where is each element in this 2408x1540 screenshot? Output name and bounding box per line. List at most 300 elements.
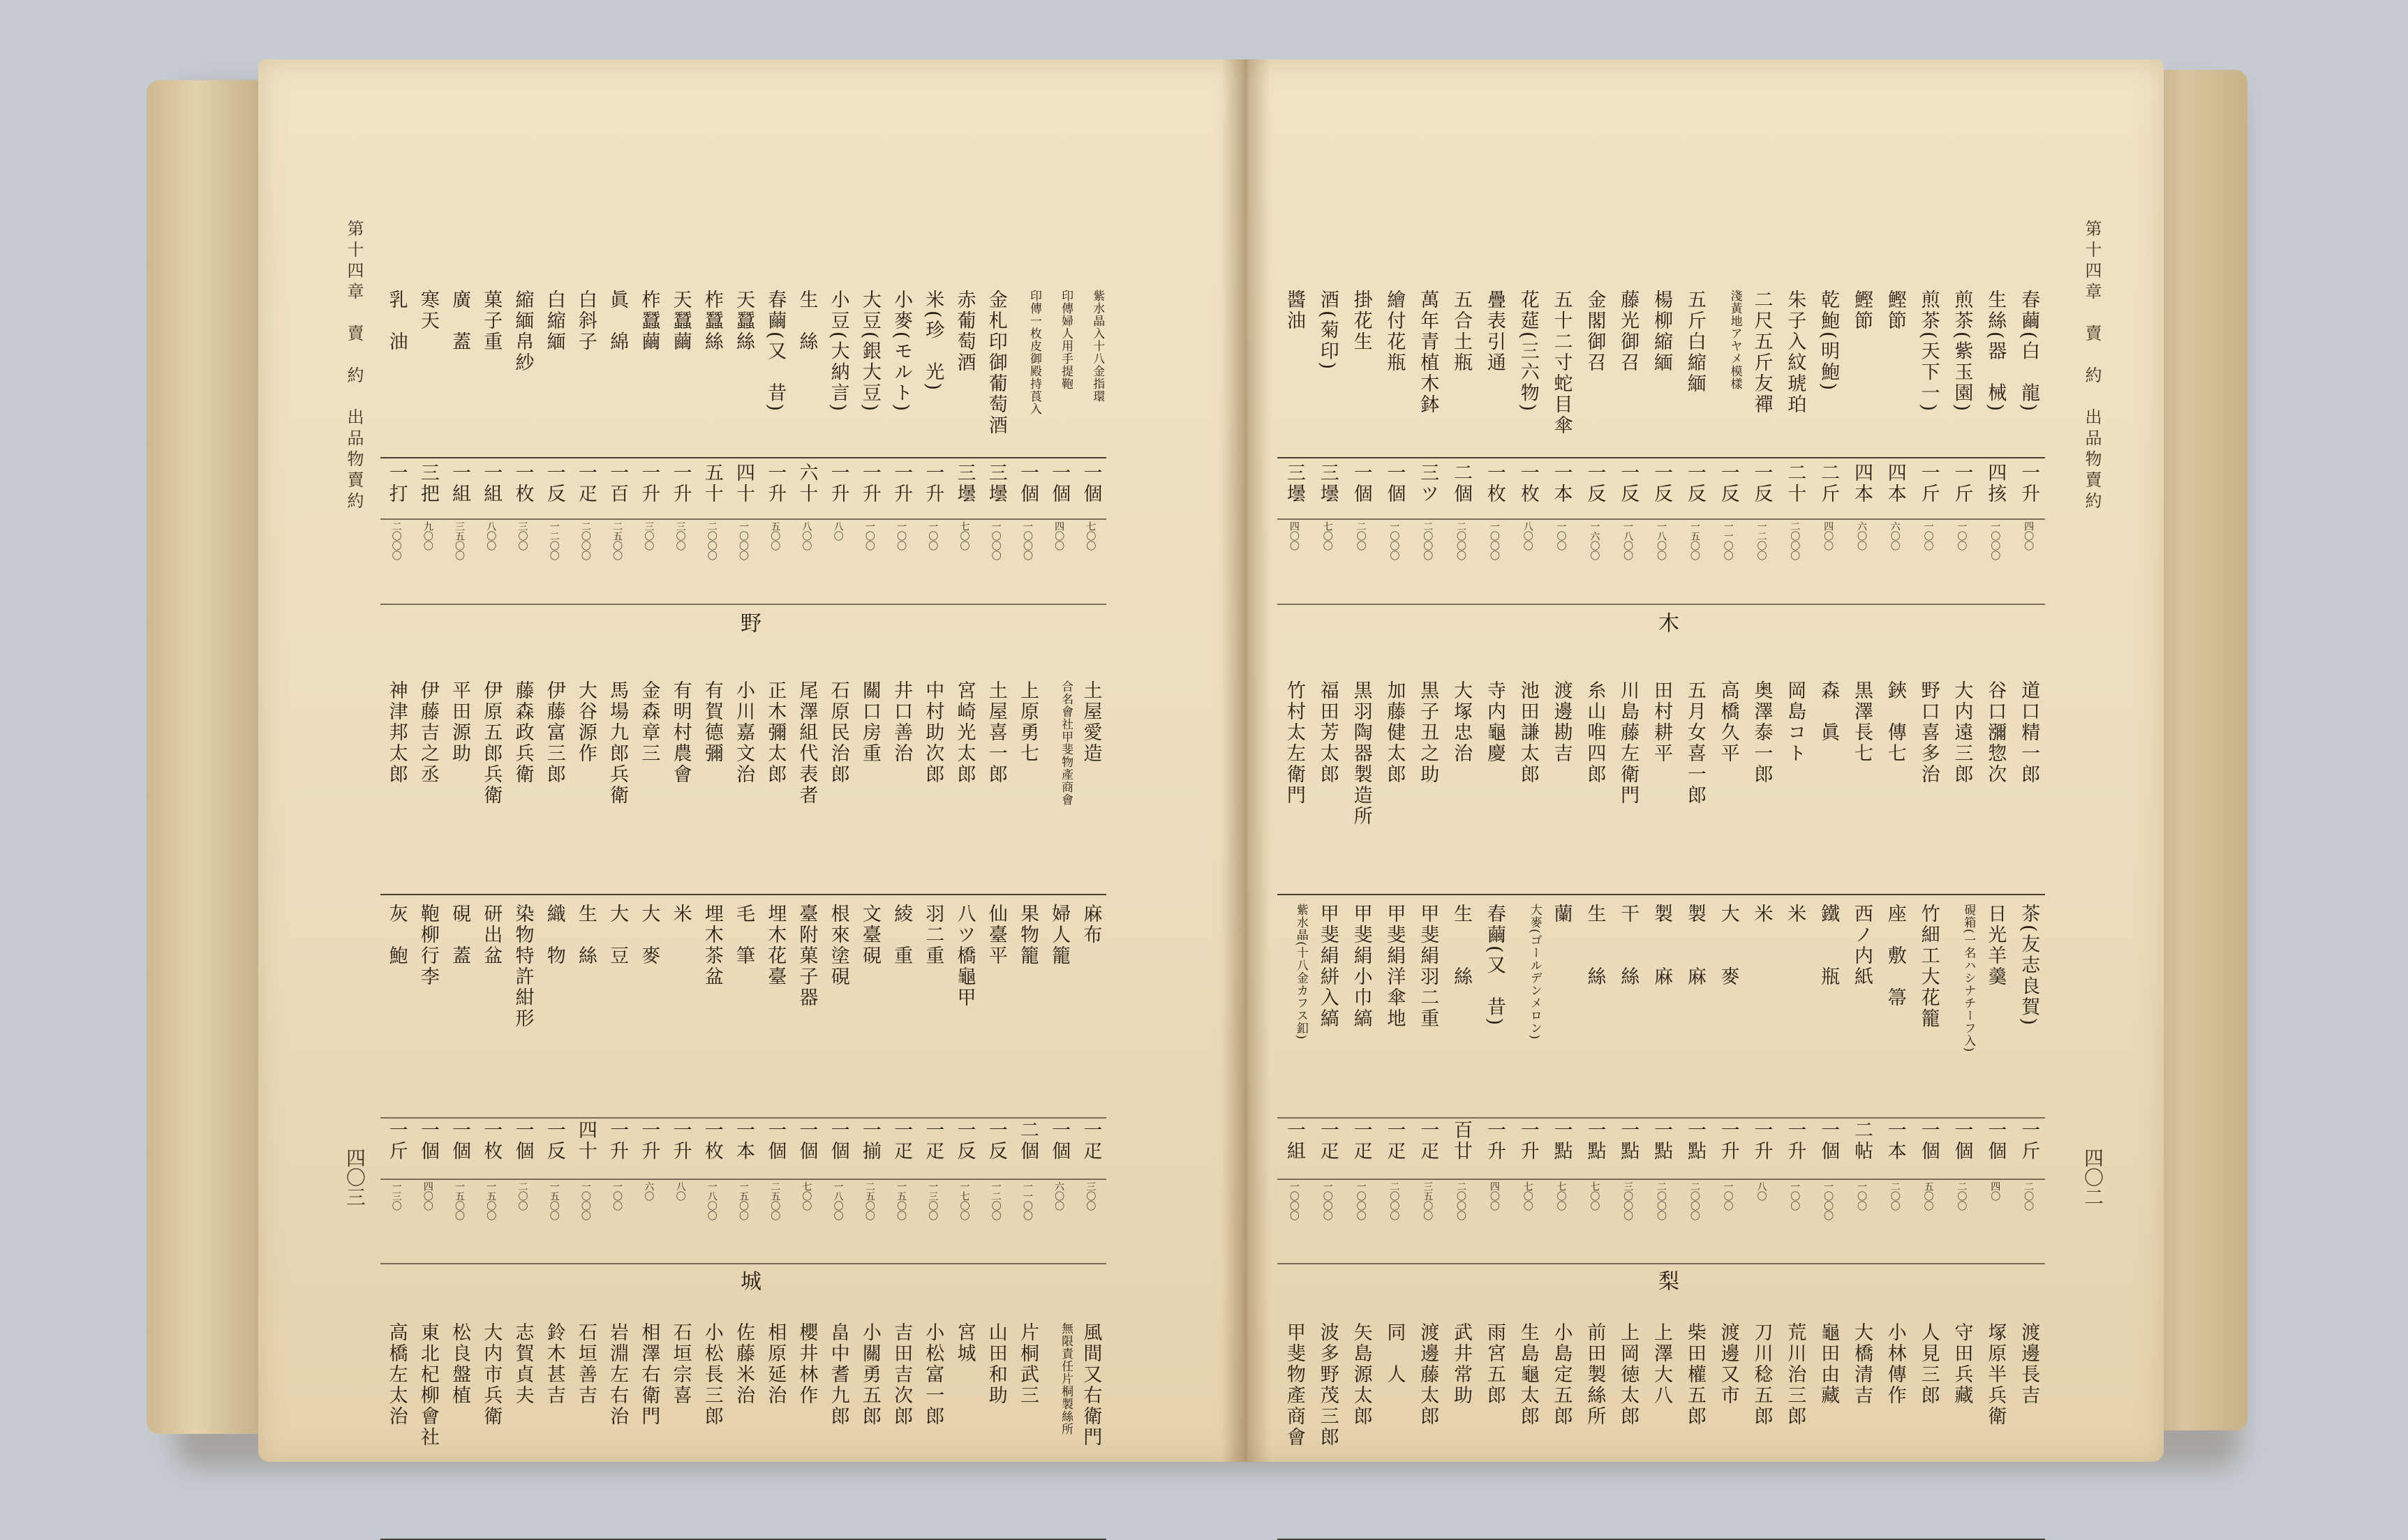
price-cell: 二〇〇	[1889, 1181, 1901, 1211]
buyer-cell: 上岡徳太郎	[1617, 1322, 1640, 1427]
price-cell: 一八〇〇	[1656, 521, 1667, 560]
buyer-cell: 鈴木甚吉	[543, 1322, 565, 1406]
qty-cell: 一個	[1080, 463, 1102, 504]
item-cell: 甲斐絹小巾縞	[1350, 904, 1372, 1029]
price-cell: 八〇〇	[801, 521, 812, 551]
table-rule	[1277, 518, 2045, 520]
buyer-cell: 渡邊長吉	[2018, 1322, 2040, 1406]
item-cell: 甲斐絹洋傘地	[1383, 904, 1406, 1029]
qty-cell: 一個	[1016, 463, 1039, 504]
price-cell: 二〇〇〇	[1422, 521, 1434, 560]
price-cell: 八〇〇	[1522, 521, 1533, 551]
price-cell: 四〇〇	[2023, 521, 2035, 551]
buyer-cell: 藤森政兵衛	[512, 680, 534, 785]
item-cell: 柞蠶絲	[701, 290, 723, 352]
buyer-cell: 大橋清吉	[1850, 1322, 1873, 1406]
buyer-cell: 奥澤泰一郎	[1751, 680, 1773, 785]
item-cell: 眞 綿	[607, 290, 629, 352]
qty-cell: 一升	[1784, 1120, 1806, 1162]
price-cell: 六〇〇	[1889, 521, 1901, 551]
qty-cell: 一升	[638, 463, 660, 504]
table-rule	[1277, 1117, 2045, 1119]
buyer-cell: 風間又右衛門	[1080, 1322, 1102, 1448]
price-cell: 三〇〇	[1085, 1181, 1097, 1211]
buyer-cell: 馬場九郎兵衛	[607, 680, 629, 806]
price-cell: 一〇〇〇	[738, 521, 749, 560]
item-cell: 西ノ内紙	[1850, 904, 1873, 987]
price-cell: 一〇〇	[1956, 521, 1968, 551]
buyer-cell: 大内市兵衛	[480, 1322, 503, 1427]
qty-cell: 一個	[1951, 1120, 1973, 1162]
qty-cell: 一個	[512, 1120, 534, 1162]
buyer-cell: 宮城	[953, 1322, 976, 1364]
section-heading: 梨	[1654, 1270, 1679, 1291]
buyer-cell: 金森章三	[638, 680, 660, 764]
item-cell: 煎茶(紫玉園)	[1951, 290, 1973, 414]
qty-cell: 一本	[1550, 463, 1573, 504]
qty-cell: 一疋	[1080, 1120, 1102, 1162]
buyer-cell: 人見三郎	[1917, 1322, 1940, 1406]
price-cell: 三〇〇	[516, 521, 528, 551]
qty-cell: 一疋	[1316, 1120, 1339, 1162]
qty-cell: 四十	[733, 463, 755, 504]
item-cell: 柞蠶繭	[638, 290, 660, 352]
item-cell: 鰹節	[1884, 290, 1906, 331]
qty-cell: 二十	[1784, 463, 1806, 504]
item-cell: 生 絲	[796, 290, 818, 352]
qty-cell: 一斤	[1917, 463, 1940, 504]
qty-cell: 二帖	[1850, 1120, 1873, 1162]
buyer-cell: 谷口瀰惣次	[1984, 680, 2007, 785]
item-cell: 白縮緬	[543, 290, 565, 352]
price-cell: 七〇〇	[1589, 1181, 1600, 1211]
item-cell: 生 絲	[1584, 904, 1606, 987]
qty-cell: 一個	[1350, 463, 1372, 504]
price-cell: 一八〇〇	[1622, 521, 1634, 560]
item-cell: 蘭	[1550, 904, 1573, 925]
price-cell: 一五〇〇	[548, 1181, 560, 1220]
item-cell: 小豆(大納言)	[827, 290, 849, 414]
price-cell: 二〇〇	[1355, 521, 1367, 551]
price-cell: 一〇〇〇	[1288, 1181, 1300, 1220]
buyer-cell: 高橋左太治	[385, 1322, 408, 1427]
price-cell: 一五〇〇	[454, 1181, 466, 1220]
item-cell: 研出盆	[480, 904, 503, 966]
buyer-cell: 大内遠三郎	[1951, 680, 1973, 785]
price-cell: 二〇〇	[516, 1181, 528, 1211]
qty-cell: 百廿	[1450, 1120, 1473, 1162]
item-cell: 印傳一枚皮御殿持莨入	[1027, 290, 1041, 415]
item-cell: 掛花生	[1350, 290, 1372, 352]
buyer-cell: 龜田由藏	[1818, 1322, 1840, 1406]
item-cell: 大豆(銀大豆)	[859, 290, 881, 414]
item-cell: 寒天	[417, 290, 439, 331]
price-cell: 一八〇〇	[706, 1181, 718, 1220]
item-cell: 日光羊羹	[1984, 904, 2007, 987]
qty-cell: 四本	[1850, 463, 1873, 504]
qty-cell: 一升	[827, 463, 849, 504]
item-cell: 二尺五斤友禪	[1751, 290, 1773, 415]
buyer-cell: 同 人	[1383, 1322, 1406, 1385]
qty-cell: 一組	[449, 463, 471, 504]
buyer-cell: 守田兵藏	[1951, 1322, 1973, 1406]
qty-cell: 三把	[417, 463, 439, 504]
buyer-cell: 黒子丑之助	[1417, 680, 1439, 785]
qty-cell: 一個	[449, 1120, 471, 1162]
qty-cell: 一個	[1818, 1120, 1840, 1162]
qty-cell: 一斤	[2018, 1120, 2040, 1162]
qty-cell: 一個	[1048, 1120, 1071, 1162]
buyer-cell: 上澤大八	[1651, 1322, 1672, 1406]
price-cell: 二〇〇〇	[1656, 1181, 1667, 1220]
item-cell: 米	[1751, 904, 1773, 925]
qty-cell: 一反	[1651, 463, 1672, 504]
price-cell: 一五〇〇	[895, 1181, 907, 1220]
item-cell: 鞄柳行李	[417, 904, 439, 987]
item-cell: 五合土瓶	[1450, 290, 1473, 373]
qty-cell: 一個	[417, 1120, 439, 1162]
price-cell: 一〇〇〇	[1989, 521, 2001, 560]
buyer-cell: 生島龜太郎	[1517, 1322, 1539, 1427]
buyer-cell: 神津邦太郎	[385, 680, 408, 785]
buyer-cell: 土屋喜一郎	[985, 680, 1007, 785]
item-cell: 小麥(モルト)	[891, 290, 913, 414]
price-cell: 一三〇〇	[927, 1181, 939, 1220]
qty-cell: 一打	[385, 463, 408, 504]
price-cell: 一七〇〇	[958, 1181, 970, 1220]
buyer-cell: 佐藤米治	[733, 1322, 755, 1406]
item-cell: 花莚(三六物)	[1517, 290, 1539, 414]
buyer-cell: 石垣善吉	[574, 1322, 597, 1406]
qty-cell: 一枚	[701, 1120, 723, 1162]
item-cell: 硯箱(一名ハシナチーフ入)	[1961, 904, 1976, 1053]
price-cell: 二〇〇〇	[1455, 521, 1467, 560]
qty-cell: 一反	[1751, 463, 1773, 504]
section-heading: 野	[736, 612, 761, 633]
right-page-table	[1277, 290, 2045, 1448]
item-cell: 大麥(ゴールデンメロン)	[1527, 904, 1542, 1040]
item-cell: 金閣御召	[1584, 290, 1606, 373]
price-cell: 二〇〇	[2023, 1181, 2035, 1211]
qty-cell: 一組	[1283, 1120, 1305, 1162]
item-cell: 醬油	[1283, 290, 1305, 331]
item-cell: 煎茶(天下一)	[1917, 290, 1940, 414]
qty-cell: 六十	[796, 463, 818, 504]
price-cell: 四〇〇	[1822, 521, 1834, 551]
item-cell: 婦人籠	[1048, 904, 1071, 966]
qty-cell: 一反	[953, 1120, 976, 1162]
item-cell: 藤光御召	[1617, 290, 1640, 373]
item-cell: 乳 油	[385, 290, 408, 352]
price-cell: 一〇〇	[1789, 1181, 1801, 1211]
section-heading: 城	[736, 1270, 761, 1291]
qty-cell: 一升	[2018, 463, 2040, 504]
buyer-cell: 黒羽陶器製造所	[1350, 680, 1372, 827]
qty-cell: 一反	[1717, 463, 1739, 504]
item-cell: 朱子入紋琥珀	[1784, 290, 1806, 415]
price-cell: 二〇〇〇	[1455, 1181, 1467, 1220]
item-cell: 織 物	[543, 904, 565, 966]
open-book	[147, 38, 2247, 1465]
price-cell: 二五〇〇	[769, 1181, 781, 1220]
table-rule	[1277, 894, 2045, 895]
item-cell: 印傳婦人用手提鞄	[1059, 290, 1073, 390]
table-rule	[1277, 604, 2045, 605]
qty-cell: 一點	[1651, 1120, 1672, 1162]
left-page	[258, 59, 1242, 1462]
buyer-cell: 石原民治郎	[827, 680, 849, 785]
buyer-cell: 相澤右衛門	[638, 1322, 660, 1427]
qty-cell: 一枚	[1517, 463, 1539, 504]
buyer-cell: 荒川治三郎	[1784, 1322, 1806, 1427]
qty-cell: 一點	[1684, 1120, 1706, 1162]
buyer-cell: 吉田吉次郎	[891, 1322, 913, 1427]
buyer-cell: 武井常助	[1450, 1322, 1473, 1406]
price-cell: 八〇	[1755, 1181, 1767, 1201]
price-cell: 二〇〇〇	[1388, 1181, 1400, 1220]
qty-cell: 一個	[1383, 463, 1406, 504]
item-cell: 甲斐絹絣入縞	[1316, 904, 1339, 1029]
qty-cell: 一本	[1884, 1120, 1906, 1162]
item-cell: 春繭(又 昔)	[1483, 904, 1506, 1028]
buyer-cell: 井口善治	[891, 680, 913, 764]
table-rule	[1277, 1263, 2045, 1264]
item-cell: 春繭(白 龍)	[2018, 290, 2040, 414]
price-cell: 一〇〇〇	[1488, 521, 1500, 560]
item-cell: 生 絲	[574, 904, 597, 966]
price-cell: 一〇〇	[927, 521, 939, 551]
item-cell: 臺附菓子器	[796, 904, 818, 1008]
price-cell: 二〇〇〇	[390, 521, 402, 560]
qty-cell: 一升	[1517, 1120, 1539, 1162]
item-cell: 麻布	[1080, 904, 1102, 945]
item-cell: 文臺硯	[859, 904, 881, 966]
item-cell: 乾鮑(明鮑)	[1818, 290, 1840, 393]
price-cell: 二〇〇	[1956, 1181, 1968, 1211]
qty-cell: 一升	[669, 1120, 692, 1162]
buyer-cell: 川島藤左衛門	[1617, 680, 1640, 806]
buyer-cell: 無限責任片桐製絲所	[1059, 1322, 1073, 1435]
price-cell: 六〇〇	[1855, 521, 1867, 551]
buyer-cell: 高橋久平	[1717, 680, 1739, 764]
item-cell: 疊表引通	[1483, 290, 1506, 373]
qty-cell: 一組	[480, 463, 503, 504]
table-rule	[1277, 1179, 2045, 1180]
item-cell: 淺黃地アヤメ模樣	[1727, 290, 1742, 390]
buyer-cell: 土屋愛造	[1080, 680, 1102, 764]
item-cell: 竹細工大花籠	[1917, 904, 1940, 1029]
qty-cell: 一斤	[1951, 463, 1973, 504]
price-cell: 二〇〇〇	[706, 521, 718, 560]
qty-cell: 一升	[1483, 1120, 1506, 1162]
price-cell: 四〇〇	[1488, 1181, 1500, 1211]
price-cell: 四〇〇	[1053, 521, 1065, 551]
buyer-cell: 竹村太左衛門	[1283, 680, 1305, 806]
buyer-cell: 渡邊勘吉	[1550, 680, 1573, 764]
qty-cell: 一升	[1751, 1120, 1773, 1162]
buyer-cell: 東北杞柳會社	[417, 1322, 439, 1448]
price-cell: 七〇〇	[801, 1181, 812, 1211]
price-cell: 二〇〇〇	[1688, 1181, 1700, 1220]
buyer-cell: 有明村農會	[669, 680, 692, 785]
item-cell: 埋木花臺	[764, 904, 787, 987]
item-cell: 紫水晶入十八金指環	[1090, 290, 1105, 403]
price-cell: 二五〇〇	[863, 1181, 875, 1220]
qty-cell: 一點	[1550, 1120, 1573, 1162]
item-cell: 酒(菊印)	[1316, 290, 1339, 372]
buyer-cell: 岡島コト	[1784, 680, 1806, 764]
qty-cell: 四本	[1884, 463, 1906, 504]
qty-cell: 一個	[1048, 463, 1071, 504]
item-cell: 天蠶繭	[669, 290, 692, 352]
qty-cell: 一升	[764, 463, 787, 504]
price-cell: 一〇〇	[895, 521, 907, 551]
item-cell: 米(珍 光)	[922, 290, 944, 393]
qty-cell: 一反	[1684, 463, 1706, 504]
price-cell: 一〇〇〇	[1388, 521, 1400, 560]
buyer-cell: 宮崎光太郎	[953, 680, 976, 785]
item-cell: 染物特許紺形	[512, 904, 534, 1029]
price-cell: 四〇〇	[1288, 521, 1300, 551]
buyer-cell: 志賀貞夫	[512, 1322, 534, 1406]
price-cell: 四〇〇	[422, 1181, 433, 1211]
price-cell: 一〇〇〇	[1822, 1181, 1834, 1220]
qty-cell: 一點	[1617, 1120, 1640, 1162]
price-cell: 七〇〇	[1555, 1181, 1567, 1211]
price-cell: 二〇〇〇	[579, 521, 591, 560]
item-cell: 鐵 瓶	[1818, 904, 1840, 987]
book-gutter	[1221, 59, 1270, 1462]
qty-cell: 一升	[859, 463, 881, 504]
price-cell: 一八〇〇	[832, 1181, 844, 1220]
buyer-cell: 有賀德彌	[701, 680, 723, 764]
qty-cell: 二個	[1450, 463, 1473, 504]
item-cell: 縮緬帛紗	[512, 290, 534, 373]
buyer-cell: 伊原五郎兵衛	[480, 680, 503, 806]
buyer-cell: 正木彌太郎	[764, 680, 787, 785]
qty-cell: 一反	[543, 1120, 565, 1162]
qty-cell: 一個	[827, 1120, 849, 1162]
price-cell: 一二〇〇	[548, 521, 560, 560]
qty-cell: 一反	[1617, 463, 1640, 504]
item-cell: 果物籠	[1016, 904, 1039, 966]
item-cell: 菓子重	[480, 290, 503, 352]
price-cell: 一五〇〇	[485, 1181, 497, 1220]
table-rule	[380, 518, 1106, 520]
price-cell: 一五〇〇	[738, 1181, 749, 1220]
buyer-cell: 塚原半兵衛	[1984, 1322, 2007, 1427]
item-cell: 硯 蓋	[449, 904, 471, 966]
qty-cell: 三ツ	[1417, 463, 1439, 504]
qty-cell: 二個	[1016, 1120, 1039, 1162]
item-cell: 根來塗硯	[827, 904, 849, 987]
qty-cell: 四㧡	[1984, 463, 2007, 504]
buyer-cell: 山田和助	[985, 1322, 1007, 1406]
qty-cell: 一個	[1984, 1120, 2007, 1162]
buyer-cell: 小松長三郎	[701, 1322, 723, 1427]
buyer-cell: 松良盤植	[449, 1322, 471, 1406]
price-cell: 三五〇〇	[454, 521, 466, 560]
item-cell: 紫水晶(十八金カフス釦)	[1293, 904, 1308, 1040]
buyer-cell: 刀川稔五郎	[1751, 1322, 1773, 1427]
price-cell: 五〇〇	[1922, 1181, 1934, 1211]
buyer-cell: 平田源助	[449, 680, 471, 764]
price-cell: 六〇〇	[1053, 1181, 1065, 1211]
price-cell: 一〇〇	[611, 1181, 623, 1211]
buyer-cell: 池田謙太郎	[1517, 680, 1539, 785]
qty-cell: 一個	[1917, 1120, 1940, 1162]
buyer-cell: 上原勇七	[1016, 680, 1039, 764]
qty-cell: 一升	[922, 463, 944, 504]
qty-cell: 三壜	[1283, 463, 1305, 504]
buyer-cell: 黒澤長七	[1850, 680, 1873, 764]
buyer-cell: 伊藤富三郎	[543, 680, 565, 785]
price-cell: 三〇〇〇	[1622, 1181, 1634, 1220]
qty-cell: 一揃	[859, 1120, 881, 1162]
qty-cell: 五十	[701, 463, 723, 504]
item-cell: 干 絲	[1617, 904, 1640, 987]
left-running-header: 第十四章 賣 約 出品物賣約	[344, 220, 364, 513]
price-cell: 一一〇〇	[1722, 521, 1734, 560]
buyer-cell: 大谷源作	[574, 680, 597, 764]
qty-cell: 二斤	[1818, 463, 1840, 504]
price-cell: 八〇	[832, 521, 844, 541]
item-cell: 羽二重	[922, 904, 944, 966]
buyer-cell: 岩淵左右治	[607, 1322, 629, 1427]
price-cell: 一〇〇〇	[579, 1181, 591, 1220]
buyer-cell: 小島定五郎	[1550, 1322, 1573, 1427]
qty-cell: 一枚	[1483, 463, 1506, 504]
qty-cell: 一升	[607, 1120, 629, 1162]
buyer-cell: 渡邊藤太郎	[1417, 1322, 1439, 1427]
qty-cell: 一疋	[922, 1120, 944, 1162]
table-rule	[380, 1263, 1106, 1264]
item-cell: 米	[669, 904, 692, 925]
price-cell: 一六〇〇	[1589, 521, 1600, 560]
qty-cell: 三壜	[985, 463, 1007, 504]
price-cell: 一〇〇〇	[1021, 521, 1033, 560]
item-cell: 赤葡萄酒	[953, 290, 976, 373]
item-cell: 茶(友志良賀)	[2018, 904, 2040, 1028]
buyer-cell: 前田製絲所	[1584, 1322, 1606, 1427]
qty-cell: 三壜	[953, 463, 976, 504]
price-cell: 一〇〇	[863, 521, 875, 551]
buyer-cell: 關口房重	[859, 680, 881, 764]
buyer-cell: 加藤健太郎	[1383, 680, 1406, 785]
qty-cell: 一個	[796, 1120, 818, 1162]
item-cell: 萬年青植木鉢	[1417, 290, 1439, 415]
price-cell: 一〇〇	[1555, 521, 1567, 551]
table-rule	[380, 1179, 1106, 1180]
buyer-cell: 田村耕平	[1651, 680, 1672, 764]
price-cell: 一一〇〇	[1021, 1181, 1033, 1220]
item-cell: 製 麻	[1684, 904, 1706, 987]
price-cell: 九〇〇	[422, 521, 433, 551]
qty-cell: 一疋	[1350, 1120, 1372, 1162]
item-cell: 綾 重	[891, 904, 913, 966]
qty-cell: 一升	[891, 463, 913, 504]
item-cell: 大 麥	[1717, 904, 1739, 987]
buyer-cell: 波多野茂三郎	[1316, 1322, 1339, 1448]
price-cell: 六〇	[643, 1181, 655, 1201]
price-cell: 七〇〇	[1085, 521, 1097, 551]
item-cell: 繪付花瓶	[1383, 290, 1406, 373]
buyer-cell: 渡邊又市	[1717, 1322, 1739, 1406]
item-cell: 廣 蓋	[449, 290, 471, 352]
buyer-cell: 五月女喜一郎	[1684, 680, 1706, 806]
buyer-cell: 糸山唯四郎	[1584, 680, 1606, 785]
buyer-cell: 野口喜多治	[1917, 680, 1940, 785]
